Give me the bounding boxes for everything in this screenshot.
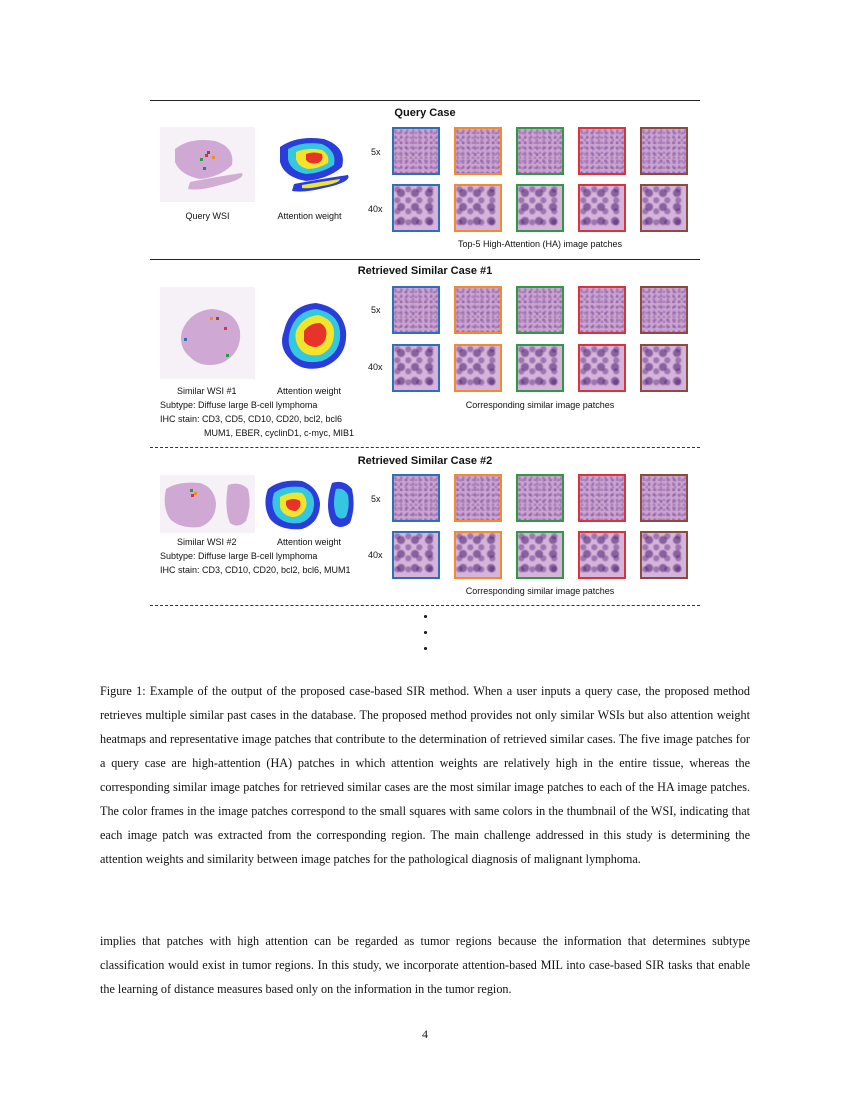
case1-patch-40x-orange: [454, 344, 502, 392]
case1-subtype: Subtype: Diffuse large B-cell lymphoma: [160, 400, 318, 410]
query-mag-5x: 5x: [371, 147, 381, 157]
query-attention-label: Attention weight: [277, 211, 342, 221]
case2-patch-5x-orange: [454, 474, 502, 522]
query-patch-40x-green: [516, 184, 564, 232]
case2-patch-40x-orange: [454, 531, 502, 579]
case1-patch-5x-brown: [640, 286, 688, 334]
case1-patch-40x-red: [578, 344, 626, 392]
case1-attention-image: [262, 287, 357, 379]
case1-patch-5x-orange: [454, 286, 502, 334]
case1-ihc-line1: IHC stain: CD3, CD5, CD10, CD20, bcl2, bcl6: [160, 414, 343, 424]
case2-patch-5x-blue: [392, 474, 440, 522]
case2-title: Retrieved Similar Case #2: [357, 455, 493, 467]
case1-patch-40x-brown: [640, 344, 688, 392]
query-patch-5x-orange: [454, 127, 502, 175]
case1-patch-40x-green: [516, 344, 564, 392]
case2-divider: [150, 605, 700, 606]
query-patch-40x-blue: [392, 184, 440, 232]
query-case-title: Query Case: [394, 107, 456, 119]
case2-patch-5x-brown: [640, 474, 688, 522]
query-mag-40x: 40x: [368, 204, 383, 214]
query-patch-40x-brown: [640, 184, 688, 232]
case2-patch-40x-red: [578, 531, 626, 579]
query-patch-caption: Top-5 High-Attention (HA) image patches: [457, 239, 623, 249]
case2-wsi-label: Similar WSI #2: [177, 537, 237, 547]
query-patch-5x-red: [578, 127, 626, 175]
figure-caption: Figure 1: Example of the output of the proposed case-based SIR method. When a user inputs a query case, the proposed method retrieves multiple similar past cases in the database. The proposed method provides not only similar WSIs but also attention weight heatmaps and representative image patches that contribute to the determination of retrieved similar cases. The five image patches for a query case are high-attention (HA) patches in which attention weights are relatively high in the entire tissue, whereas the corresponding similar image patches for retrieved similar cases are the most similar image patches to each of the HA image patches. The color frames in the image patches correspond to the small squares with same colors in the thumbnail of the WSI, indicating that each image patch was extracted from the corresponding region. The main challenge addressed in this study is determining the attention weights and similarity between image patches for the pathological diagnosis of malignant lymphoma.: [100, 684, 750, 866]
case2-attention-label: Attention weight: [277, 537, 342, 547]
case2-subtype: Subtype: Diffuse large B-cell lymphoma: [160, 551, 318, 561]
case1-mag-5x: 5x: [371, 305, 381, 315]
case1-ihc-line2: MUM1, EBER, cyclinD1, c-myc, MIB1: [204, 428, 355, 438]
case1-wsi-label: Similar WSI #1: [177, 386, 237, 396]
query-attention-image: [262, 127, 357, 202]
query-wsi-label: Query WSI: [185, 211, 230, 221]
case1-divider: [150, 447, 700, 448]
case2-patch-caption: Corresponding similar image patches: [465, 586, 615, 596]
case1-attention-label: Attention weight: [277, 386, 342, 396]
query-divider: [150, 259, 700, 260]
body-paragraph: implies that patches with high attention can be regarded as tumor regions because the information that determines subtype classification would exist in tumor regions. In this study, we incorporate attention-based MIL into case-based SIR tasks that enable the learning of distance measures based only on the information in the tumor region.: [100, 934, 750, 996]
case1-patch-5x-blue: [392, 286, 440, 334]
case2-patch-5x-green: [516, 474, 564, 522]
case1-title: Retrieved Similar Case #1: [357, 265, 493, 277]
case1-patch-caption: Corresponding similar image patches: [465, 400, 615, 410]
query-patch-40x-orange: [454, 184, 502, 232]
figure-top-rule: [150, 100, 700, 101]
case2-attention-image: [262, 475, 357, 533]
query-patch-5x-brown: [640, 127, 688, 175]
case2-patch-40x-green: [516, 531, 564, 579]
case1-patch-5x-green: [516, 286, 564, 334]
case2-patch-40x-blue: [392, 531, 440, 579]
query-wsi-image: [160, 127, 255, 202]
query-patch-5x-blue: [392, 127, 440, 175]
case1-patch-5x-red: [578, 286, 626, 334]
query-patch-5x-green: [516, 127, 564, 175]
case1-wsi-image: [160, 287, 255, 379]
case2-patch-40x-brown: [640, 531, 688, 579]
case1-mag-40x: 40x: [368, 362, 383, 372]
case2-ihc-line1: IHC stain: CD3, CD10, CD20, bcl2, bcl6, MUM1: [160, 565, 351, 575]
case1-patch-40x-blue: [392, 344, 440, 392]
case2-wsi-image: [160, 475, 255, 533]
case2-mag-5x: 5x: [371, 494, 381, 504]
page-number: 4: [422, 1027, 428, 1041]
query-patch-40x-red: [578, 184, 626, 232]
case2-mag-40x: 40x: [368, 550, 383, 560]
case2-patch-5x-red: [578, 474, 626, 522]
